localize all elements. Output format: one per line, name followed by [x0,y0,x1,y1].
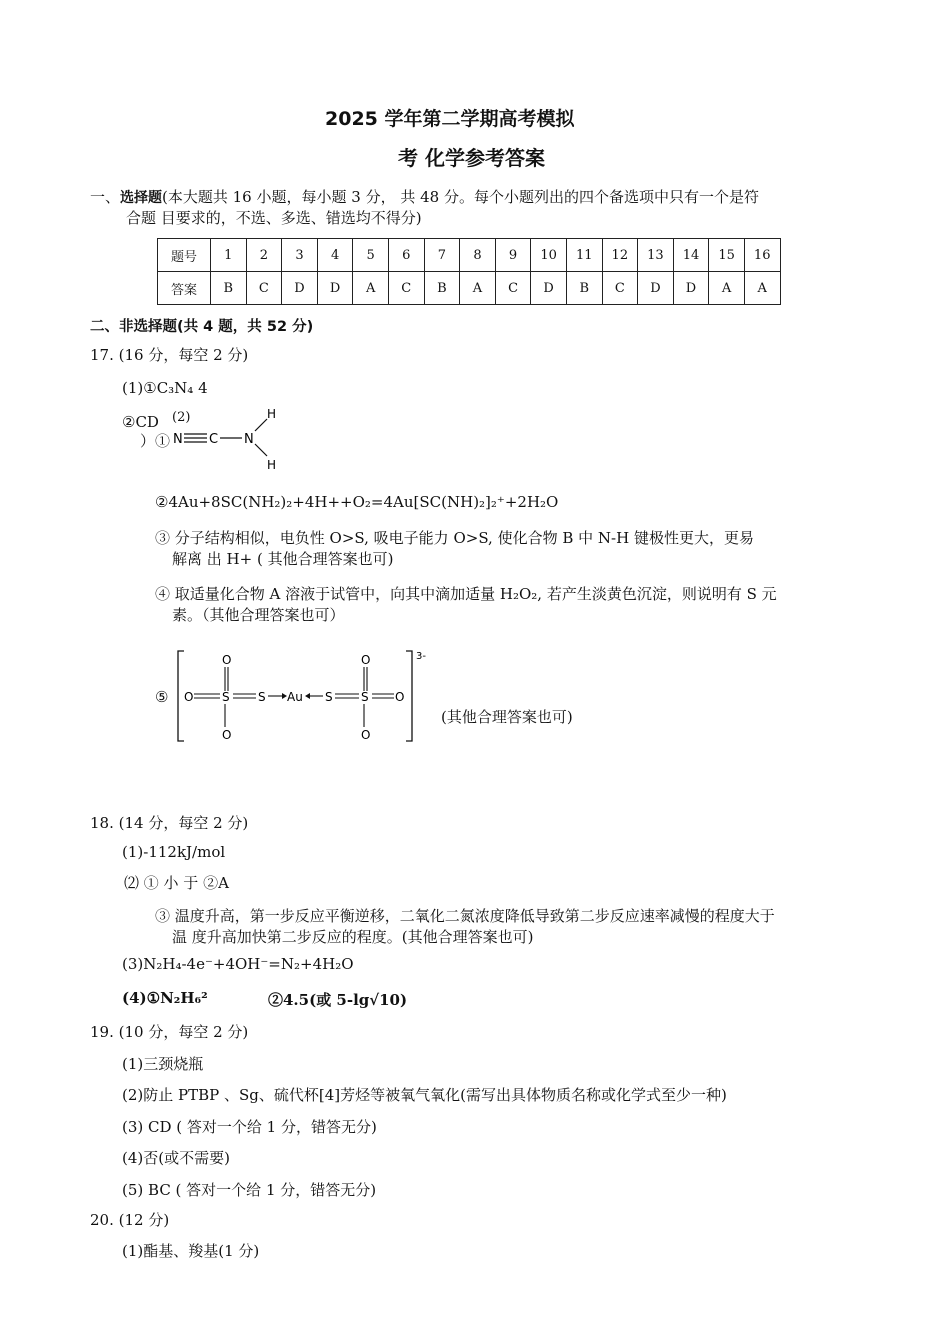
atom-s: S [325,690,333,704]
q17-a2-4-line2: 素。（其他合理答案也可） [172,606,345,624]
q18-a2-3-line1: ③ 温度升高，第一步反应平衡逆移，二氧化二氮浓度降低导致第二步反应速率减慢的程度大于 [155,907,775,925]
q18-header: 18. (14 分，每空 2 分) [90,814,249,832]
section1-label: 一、 [90,188,121,206]
table-cell: D [673,272,709,305]
q19-a4: (4)否(或不需要) [122,1149,230,1167]
answer-table [157,238,781,305]
q17-a2-3-line2: 解离 出 H+ ( 其他合理答案也可) [172,550,394,568]
table-cell: 3 [282,239,318,272]
table-cell: 15 [709,239,745,272]
table-cell: 12 [602,239,638,272]
table-cell: B [566,272,602,305]
section1-line1 [90,186,759,207]
table-cell: C [246,272,282,305]
table-cell: 7 [424,239,460,272]
q17-a2-4-line1: ④ 取适量化合物 A 溶液于试管中，向其中滴加适量 H₂O₂, 若产生淡黄色沉淀，则说明有 S 元 [155,585,777,603]
complex-charge: 3- [416,651,426,662]
q17-header: 17. (16 分，每空 2 分) [90,346,249,364]
section1-heading: 选择题 [120,190,163,206]
table-cell: 2 [246,239,282,272]
table-header-answer: 答案 [158,272,211,305]
table-cell: 6 [388,239,424,272]
atom-n: N [244,432,254,447]
q17-a1-2: ②CD [122,413,159,431]
q18-a4-2: ②4.5(或 5-lg√10) [268,991,408,1009]
table-row-numbers [158,239,781,272]
q20-header: 20. (12 分) [90,1211,170,1229]
atom-o: O [222,653,232,667]
table-cell: B [424,272,460,305]
section2-heading: 二、非选择题(共 4 题，共 52 分) [90,319,314,335]
atom-s: S [258,690,266,704]
table-cell: 14 [673,239,709,272]
q20-a1: (1)酯基、羧基(1 分) [122,1242,260,1260]
q19-a2: (2)防止 PTBP 、Sg、硫代杯[4]芳烃等被氧气氧化(需写出具体物质名称或化学式至少一种) [122,1086,727,1104]
q17-a2-5-note: (其他合理答案也可) [441,708,573,726]
page-title-line2: 考 化学参考答案 [398,146,545,170]
atom-s: S [361,690,369,704]
table-cell: 8 [460,239,496,272]
table-cell: 5 [353,239,389,272]
q17-a2-3-line1: ③ 分子结构相似，电负性 O>S, 吸电子能力 O>S, 使化合物 B 中 N-H 键极性更大，更易 [155,529,754,547]
table-cell: A [744,272,780,305]
table-cell: 9 [495,239,531,272]
q17-a2-label-top: (2) [172,410,191,425]
table-cell: C [388,272,424,305]
table-cell: D [638,272,674,305]
q19-a3: (3) CD ( 答对一个给 1 分，错答无分) [122,1118,377,1136]
table-cell: D [317,272,353,305]
atom-o: O [222,728,232,742]
table-cell: 4 [317,239,353,272]
gold-thiosulfate-complex [170,645,440,750]
table-cell: A [460,272,496,305]
atom-h: H [267,407,277,421]
q17-a2-5-marker: ⑤ [155,688,169,706]
q17-a2-label-left: ）① [140,432,171,450]
page-title-line1: 2025 学年第二学期高考模拟 [325,108,575,130]
table-cell: 10 [531,239,567,272]
atom-o: O [184,690,194,704]
q18-a2: ⑵ ① 小 于 ②A [124,874,229,892]
atom-o: O [395,690,405,704]
table-cell: D [531,272,567,305]
q19-a5: (5) BC ( 答对一个给 1 分，错答无分) [122,1181,377,1199]
table-header-number: 题号 [158,239,211,272]
table-cell: 13 [638,239,674,272]
q18-a4-1: (4)①N₂H₆² [122,989,208,1007]
table-cell: 16 [744,239,780,272]
atom-n: N [173,432,183,447]
table-cell: 1 [211,239,247,272]
table-cell: 11 [566,239,602,272]
q18-a3: (3)N₂H₄-4e⁻+4OH⁻=N₂+4H₂O [122,955,354,973]
atom-h: H [267,458,277,472]
table-cell: A [709,272,745,305]
atom-c: C [209,432,219,447]
atom-au: Au [287,690,303,704]
q17-a1: (1)①C₃N₄ 4 [122,379,208,397]
atom-o: O [361,728,371,742]
table-cell: A [353,272,389,305]
q19-header: 19. (10 分，每空 2 分) [90,1023,249,1041]
table-cell: C [602,272,638,305]
table-cell: D [282,272,318,305]
q18-a1: (1)-112kJ/mol [122,843,226,861]
q19-a1: (1)三颈烧瓶 [122,1055,204,1073]
q18-a2-3-line2: 温 度升高加快第二步反应的程度。(其他合理答案也可) [172,928,534,946]
table-cell: B [211,272,247,305]
atom-o: O [361,653,371,667]
section1-instruction: (本大题共 16 小题，每小题 3 分， 共 48 分。每个小题列出的四个备选项中只有一个是符 [162,188,759,206]
q17-a2-2: ②4Au+8SC(NH₂)₂+4H++O₂=4Au[SC(NH)₂]₂⁺+2H₂O [155,493,559,511]
atom-s: S [222,690,230,704]
cyanamide-structure [170,403,290,473]
table-cell: C [495,272,531,305]
section1-instruction-line2: 合题 目要求的，不选、多选、错选均不得分) [126,209,422,227]
table-row-answers [158,272,781,305]
